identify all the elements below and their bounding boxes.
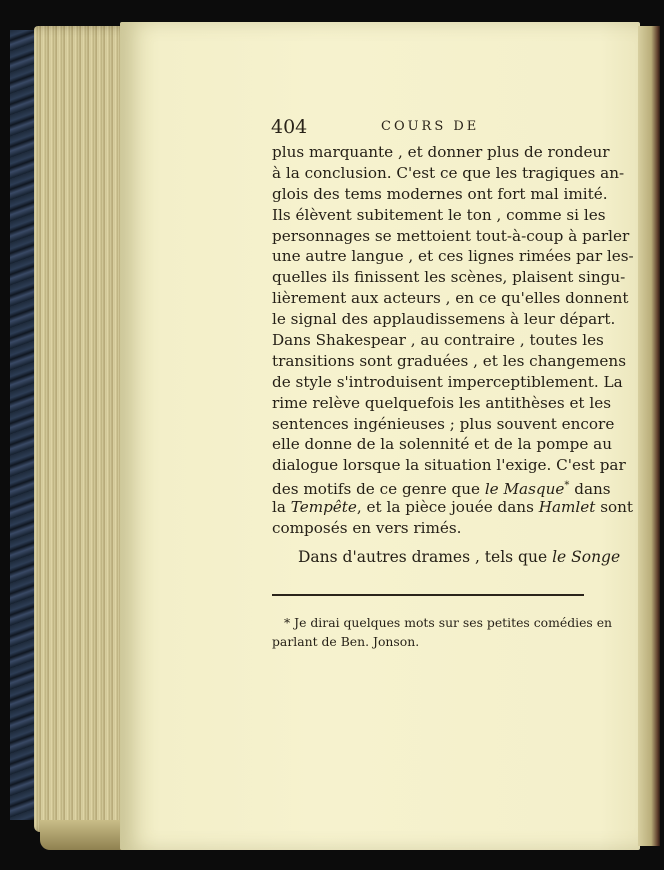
page-number: 404 <box>271 116 308 138</box>
text-line: transitions sont graduées , et les changemens <box>272 351 626 370</box>
text-line: elle donne de la solennité et de la pompe au <box>272 435 612 454</box>
running-head: COURS DE <box>381 119 480 134</box>
footnote-line: parlant de Ben. Jonson. <box>272 634 420 649</box>
text-line: lièrement aux acteurs , en ce qu'elles donnent <box>272 289 629 308</box>
footnote-mark: * <box>564 480 570 492</box>
text-line: glois des tems modernes ont fort mal imité. <box>272 184 608 203</box>
text-line: rime relève quelquefois les antithèses et les <box>272 393 612 412</box>
title-hamlet: Hamlet <box>538 498 596 517</box>
text-line: dialogue lorsque la situation l'exige. C'est par <box>272 456 626 475</box>
text-line <box>272 476 611 499</box>
text-line: quelles ils finissent les scènes, plaisent singu- <box>272 268 626 287</box>
text-segment: sont <box>595 498 634 517</box>
text-line: Ils élèvent subitement le ton , comme si les <box>272 205 606 224</box>
text-segment: la <box>272 498 291 517</box>
footnote <box>272 613 613 651</box>
title-tempete: Tempête <box>290 498 357 517</box>
text-line: plus marquante , et donner plus de rondeur <box>272 143 610 161</box>
text-line <box>272 497 634 518</box>
footnote-rule <box>272 594 584 596</box>
text-line: de style s'introduisent imperceptiblement. La <box>272 372 623 391</box>
text-segment: , et la pièce jouée dans <box>356 498 539 517</box>
right-page-edge <box>638 26 660 846</box>
paragraph-start <box>298 548 621 566</box>
title-masque: le Masque <box>484 480 565 499</box>
text-line: personnages se mettoient tout-à-coup à parler <box>272 226 630 245</box>
text-line: à la conclusion. C'est ce que les tragiques an- <box>272 163 625 182</box>
text-line: Dans Shakespear , au contraire , toutes les <box>272 331 604 350</box>
title-songe: le Songe <box>552 548 621 566</box>
text-segment: Dans d'autres drames , tels que <box>298 548 553 566</box>
text-line: sentences ingénieuses ; plus souvent encore <box>272 414 615 433</box>
text-segment: dans <box>569 480 611 499</box>
footnote-line: * Je dirai quelques mots sur ses petites comédies en <box>284 615 613 630</box>
body-text <box>272 142 634 539</box>
page-header <box>271 116 586 138</box>
text-line: une autre langue , et ces lignes rimées par les- <box>272 247 634 266</box>
text-line: le signal des applaudissemens à leur départ. <box>272 310 616 329</box>
text-segment: des motifs de ce genre que <box>272 480 485 499</box>
text-line: composés en vers rimés. <box>272 519 462 538</box>
